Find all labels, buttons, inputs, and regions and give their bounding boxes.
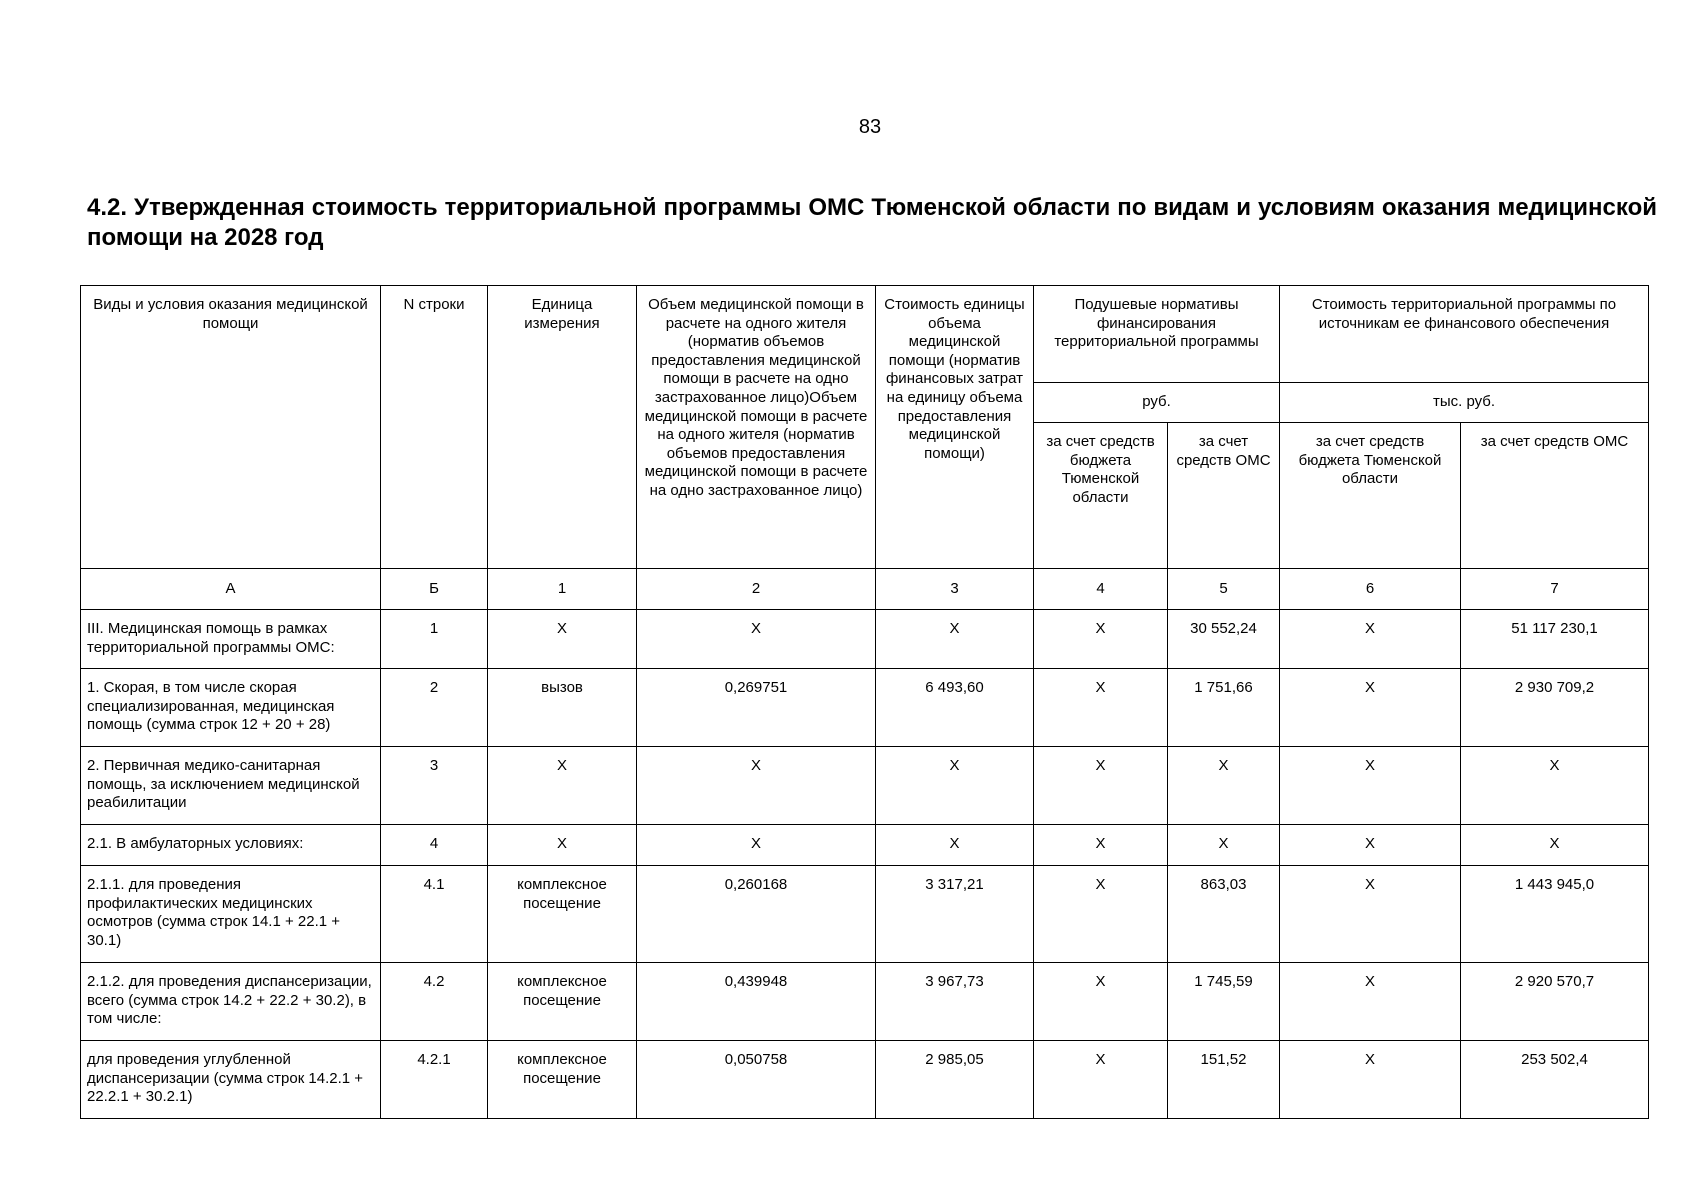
header-col-2: Объем медицинской помощи в расчете на одного жителя (норматив объемов предоставления медицинской помощи в расчете на одно застрахованное лицо)Объем медицинской помощи в расчете на одного жителя (норматив объемов предоставления медицинской помощи в расчете на одно застрахованное лицо) bbox=[637, 286, 876, 569]
row-number: 4.2 bbox=[381, 963, 488, 1041]
row-budget-per-capita: X bbox=[1034, 669, 1168, 747]
table-header bbox=[81, 286, 1649, 569]
row-oms-per-capita: X bbox=[1168, 747, 1280, 825]
table-row bbox=[81, 825, 1649, 866]
row-unit: X bbox=[488, 747, 637, 825]
index-cell: 7 bbox=[1461, 569, 1649, 610]
row-oms-cost: X bbox=[1461, 747, 1649, 825]
row-label: 2.1.1. для проведения профилактических медицинских осмотров (сумма строк 14.1 + 22.1 + 30.1) bbox=[81, 866, 381, 963]
table-row bbox=[81, 1041, 1649, 1119]
row-unit: комплексное посещение bbox=[488, 866, 637, 963]
index-cell: 1 bbox=[488, 569, 637, 610]
row-oms-per-capita: 1 751,66 bbox=[1168, 669, 1280, 747]
row-budget-per-capita: X bbox=[1034, 1041, 1168, 1119]
row-budget-cost: X bbox=[1280, 747, 1461, 825]
row-number: 3 bbox=[381, 747, 488, 825]
row-number: 4.2.1 bbox=[381, 1041, 488, 1119]
row-oms-per-capita: X bbox=[1168, 825, 1280, 866]
row-unit: X bbox=[488, 610, 637, 669]
row-unit: X bbox=[488, 825, 637, 866]
row-budget-cost: X bbox=[1280, 1041, 1461, 1119]
cost-table bbox=[80, 285, 1649, 1119]
header-group-cost: Стоимость территориальной программы по источникам ее финансового обеспечения bbox=[1280, 286, 1649, 383]
row-oms-cost: 2 920 570,7 bbox=[1461, 963, 1649, 1041]
row-label: 2.1.2. для проведения диспансеризации, всего (сумма строк 14.2 + 22.2 + 30.2), в том числе: bbox=[81, 963, 381, 1041]
row-label: 1. Скорая, в том числе скорая специализированная, медицинская помощь (сумма строк 12 + 20 + 28) bbox=[81, 669, 381, 747]
table-body bbox=[81, 610, 1649, 1119]
header-group-per-capita: Подушевые нормативы финансирования территориальной программы bbox=[1034, 286, 1280, 383]
header-unit-rub: руб. bbox=[1034, 383, 1280, 423]
row-volume: 0,269751 bbox=[637, 669, 876, 747]
row-unit: комплексное посещение bbox=[488, 963, 637, 1041]
row-budget-cost: X bbox=[1280, 669, 1461, 747]
row-number: 4 bbox=[381, 825, 488, 866]
row-oms-per-capita: 1 745,59 bbox=[1168, 963, 1280, 1041]
row-unit-cost: 2 985,05 bbox=[876, 1041, 1034, 1119]
header-col-7: за счет средств ОМС bbox=[1461, 423, 1649, 569]
row-budget-cost: X bbox=[1280, 866, 1461, 963]
index-cell: 5 bbox=[1168, 569, 1280, 610]
row-volume: 0,260168 bbox=[637, 866, 876, 963]
row-label: 2. Первичная медико-санитарная помощь, за исключением медицинской реабилитации bbox=[81, 747, 381, 825]
row-number: 1 bbox=[381, 610, 488, 669]
row-label: III. Медицинская помощь в рамках территориальной программы ОМС: bbox=[81, 610, 381, 669]
row-oms-cost: 1 443 945,0 bbox=[1461, 866, 1649, 963]
index-cell: 2 bbox=[637, 569, 876, 610]
row-volume: X bbox=[637, 610, 876, 669]
row-label: 2.1. В амбулаторных условиях: bbox=[81, 825, 381, 866]
header-col-4: за счет средств бюджета Тюменской области bbox=[1034, 423, 1168, 569]
row-number: 2 bbox=[381, 669, 488, 747]
header-unit-thousand-rub: тыс. руб. bbox=[1280, 383, 1649, 423]
row-volume: X bbox=[637, 747, 876, 825]
row-oms-per-capita: 30 552,24 bbox=[1168, 610, 1280, 669]
row-budget-cost: X bbox=[1280, 963, 1461, 1041]
table-index-row bbox=[81, 569, 1649, 610]
row-budget-per-capita: X bbox=[1034, 963, 1168, 1041]
table-row bbox=[81, 866, 1649, 963]
row-unit: вызов bbox=[488, 669, 637, 747]
row-oms-cost: 253 502,4 bbox=[1461, 1041, 1649, 1119]
row-unit-cost: X bbox=[876, 825, 1034, 866]
row-budget-per-capita: X bbox=[1034, 610, 1168, 669]
page-number: 83 bbox=[858, 116, 882, 138]
row-budget-cost: X bbox=[1280, 825, 1461, 866]
header-col-1: Единица измерения bbox=[488, 286, 637, 569]
row-unit-cost: 3 967,73 bbox=[876, 963, 1034, 1041]
row-unit-cost: X bbox=[876, 747, 1034, 825]
row-unit-cost: 3 317,21 bbox=[876, 866, 1034, 963]
header-col-a: Виды и условия оказания медицинской помощи bbox=[81, 286, 381, 569]
row-label: для проведения углубленной диспансеризации (сумма строк 14.2.1 + 22.2.1 + 30.2.1) bbox=[81, 1041, 381, 1119]
row-oms-per-capita: 863,03 bbox=[1168, 866, 1280, 963]
table-row bbox=[81, 669, 1649, 747]
row-oms-cost: 51 117 230,1 bbox=[1461, 610, 1649, 669]
row-budget-cost: X bbox=[1280, 610, 1461, 669]
row-budget-per-capita: X bbox=[1034, 747, 1168, 825]
row-volume: X bbox=[637, 825, 876, 866]
index-cell: 6 bbox=[1280, 569, 1461, 610]
index-cell: 3 bbox=[876, 569, 1034, 610]
index-cell: А bbox=[81, 569, 381, 610]
section-title: 4.2. Утвержденная стоимость территориальной программы ОМС Тюменской области по видам и условиям оказания медицинской помощи на 2028 год bbox=[87, 194, 1657, 251]
header-col-b: N строки bbox=[381, 286, 488, 569]
row-unit-cost: X bbox=[876, 610, 1034, 669]
row-volume: 0,439948 bbox=[637, 963, 876, 1041]
table-row bbox=[81, 747, 1649, 825]
row-oms-per-capita: 151,52 bbox=[1168, 1041, 1280, 1119]
header-col-3: Стоимость единицы объема медицинской помощи (норматив финансовых затрат на единицу объема предоставления медицинской помощи) bbox=[876, 286, 1034, 569]
row-number: 4.1 bbox=[381, 866, 488, 963]
table-row bbox=[81, 963, 1649, 1041]
row-unit: комплексное посещение bbox=[488, 1041, 637, 1119]
index-cell: 4 bbox=[1034, 569, 1168, 610]
row-budget-per-capita: X bbox=[1034, 825, 1168, 866]
table-row bbox=[81, 610, 1649, 669]
row-unit-cost: 6 493,60 bbox=[876, 669, 1034, 747]
row-oms-cost: 2 930 709,2 bbox=[1461, 669, 1649, 747]
header-col-5: за счет средств ОМС bbox=[1168, 423, 1280, 569]
row-volume: 0,050758 bbox=[637, 1041, 876, 1119]
index-cell: Б bbox=[381, 569, 488, 610]
row-budget-per-capita: X bbox=[1034, 866, 1168, 963]
row-oms-cost: X bbox=[1461, 825, 1649, 866]
header-col-6: за счет средств бюджета Тюменской области bbox=[1280, 423, 1461, 569]
